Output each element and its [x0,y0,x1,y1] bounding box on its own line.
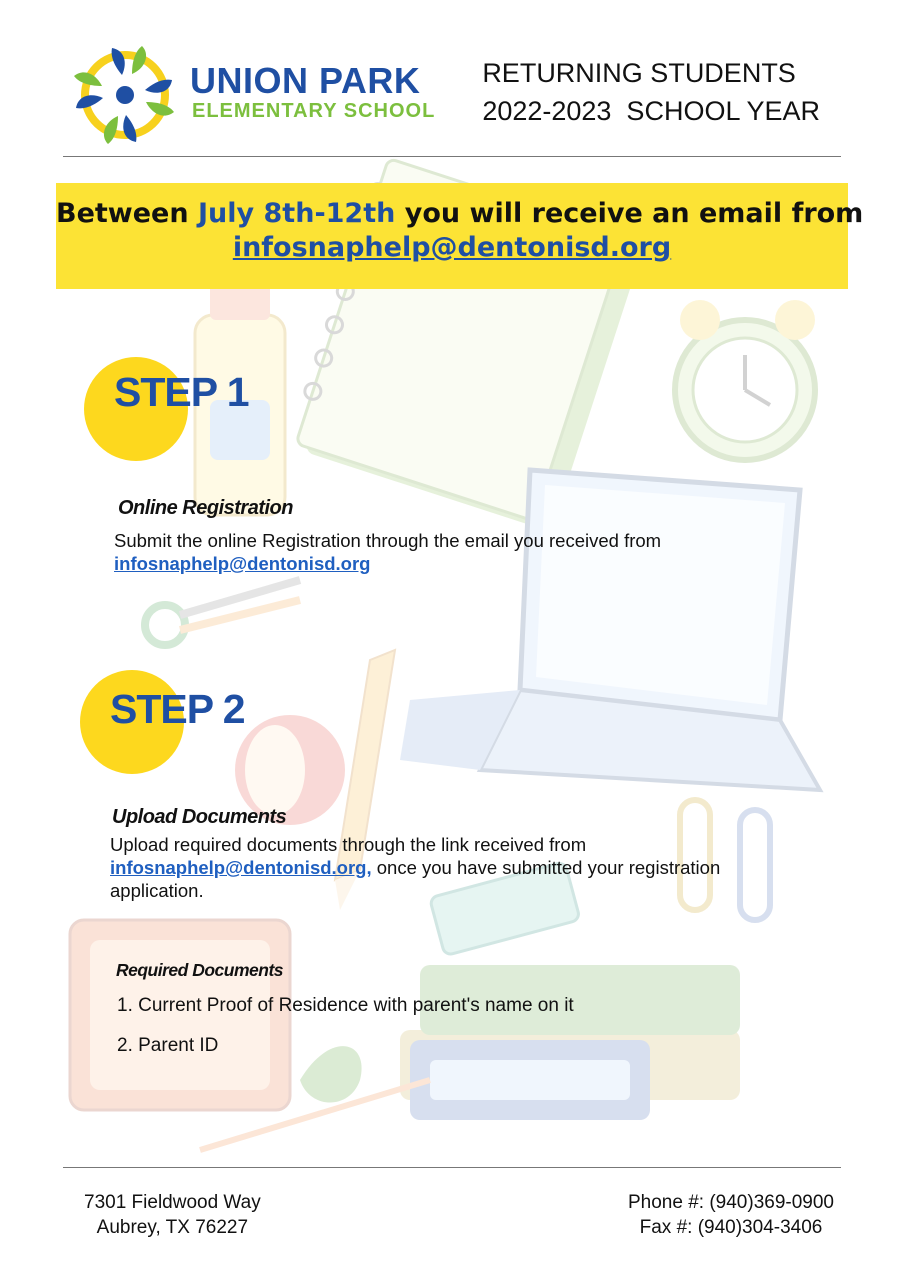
footer-contact [628,1190,834,1240]
step-2-description [110,833,810,902]
step-1-description [114,529,794,575]
step-1-label: STEP 1 [114,369,249,415]
step-2-email-link[interactable]: infosnaphelp@dentonisd.org, [110,857,372,878]
laptop-illustration [400,470,820,790]
fax-number: Fax #: (940)304-3406 [639,1217,823,1238]
school-name: UNION PARK [190,60,421,101]
heading-line-2: 2022-2023 SCHOOL YEAR [482,96,820,126]
step-1-email-link[interactable]: infosnaphelp@dentonisd.org [114,553,371,574]
alarm-clock-illustration [675,300,815,460]
address-line-2: Aubrey, TX 76227 [96,1217,249,1238]
step-2-text: Upload required documents through the link received from [110,834,587,855]
email-banner [56,183,864,289]
header-divider [63,156,841,157]
banner-email-link[interactable]: infosnaphelp@dentonisd.org [232,232,672,263]
page-heading [482,54,820,130]
step-2-label: STEP 2 [110,686,245,732]
address-line-1: 7301 Fieldwood Way [84,1192,261,1213]
banner-prefix: Between [56,198,198,229]
scissors-illustration [145,580,300,645]
school-subtitle: ELEMENTARY SCHOOL [192,100,436,122]
books-illustration [400,965,740,1120]
footer-divider [63,1167,841,1168]
union-park-logo-icon [72,40,182,150]
phone-number: Phone #: (940)369-0900 [628,1192,834,1213]
banner-text [56,198,864,229]
step-1-text: Submit the online Registration through the email you received from [114,530,662,551]
banner-suffix: you will receive an email from [395,198,864,229]
required-documents-title: Required Documents [116,960,283,980]
step-2-title: Upload Documents [112,806,287,828]
footer-address [84,1190,261,1240]
required-item-2: 2. Parent ID [117,1035,219,1056]
step-2-text-after: once you have submitted your registration application. [110,857,726,901]
required-item-1: 1. Current Proof of Residence with parent's name on it [117,995,574,1016]
school-logo [72,40,452,150]
heading-line-1: RETURNING STUDENTS [482,58,796,88]
step-1-title: Online Registration [118,497,293,519]
banner-dates: July 8th-12th [198,198,396,229]
